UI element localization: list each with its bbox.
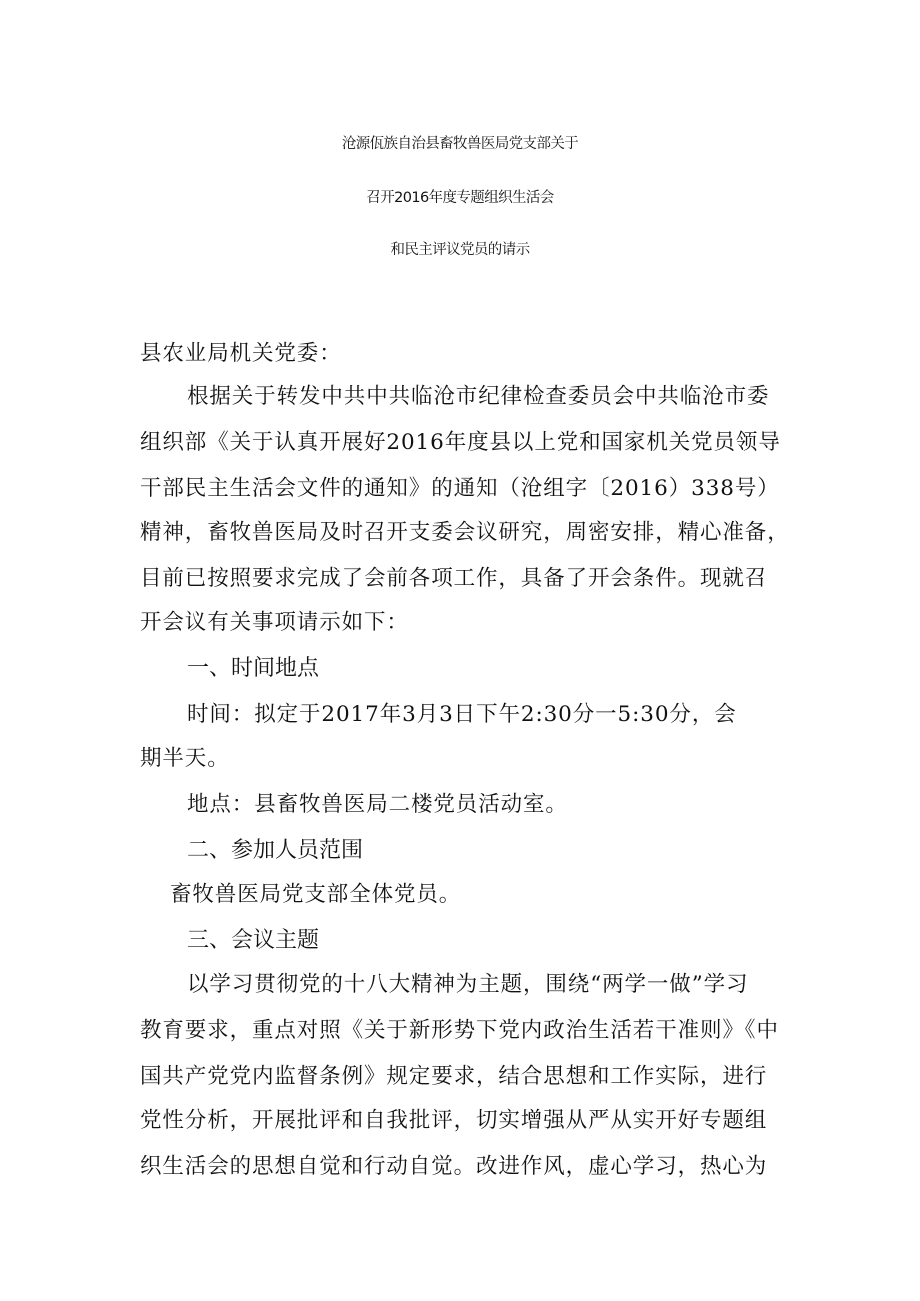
participants-line: 畜牧兽医局党支部全体党员。: [170, 882, 462, 907]
intro-line: 组织部《关于认真开展好2016年度县以上党和国家机关党员领导: [140, 430, 781, 455]
addressee: 县农业局机关党委：: [140, 341, 342, 366]
document-title-line-1: 沧源佤族自治县畜牧兽医局党支部关于: [341, 136, 579, 152]
document-title-line-2: 召开2016年度专题组织生活会: [366, 190, 554, 206]
section-heading-time-place: 一、时间地点: [187, 656, 320, 681]
intro-line: 根据关于转发中共中共临沧市纪律检查委员会中共临沧市委: [187, 384, 770, 409]
time-line: 期半天。: [140, 746, 230, 771]
section-heading-theme: 三、会议主题: [187, 928, 320, 953]
theme-line: 党性分析，开展批评和自我批评，切实增强从严从实开好专题组: [140, 1108, 768, 1133]
intro-line: 精神，畜牧兽医局及时召开支委会议研究，周密安排，精心准备，: [140, 520, 790, 545]
section-heading-participants: 二、参加人员范围: [187, 838, 364, 863]
theme-line: 教育要求，重点对照《关于新形势下党内政治生活若干准则》《中: [140, 1018, 779, 1043]
intro-line: 目前已按照要求完成了会前各项工作，具备了开会条件。现就召: [140, 566, 768, 591]
intro-line: 开会议有关事项请示如下：: [140, 610, 409, 635]
theme-line: 以学习贯彻党的十八大精神为主题，围绕“两学一做”学习: [187, 972, 749, 997]
time-line: 时间：拟定于2017年3月3日下午2:30分一5:30分，会: [187, 702, 737, 727]
theme-line: 织生活会的思想自觉和行动自觉。改进作风，虚心学习，热心为: [140, 1154, 768, 1179]
document-title-line-3: 和民主评议党员的请示: [390, 242, 530, 258]
intro-line: 干部民主生活会文件的通知》的通知（沧组字〔2016）338号）: [140, 476, 780, 501]
theme-line: 国共产党党内监督条例》规定要求，结合思想和工作实际，进行: [140, 1064, 768, 1089]
place-line: 地点：县畜牧兽医局二楼党员活动室。: [187, 792, 568, 817]
